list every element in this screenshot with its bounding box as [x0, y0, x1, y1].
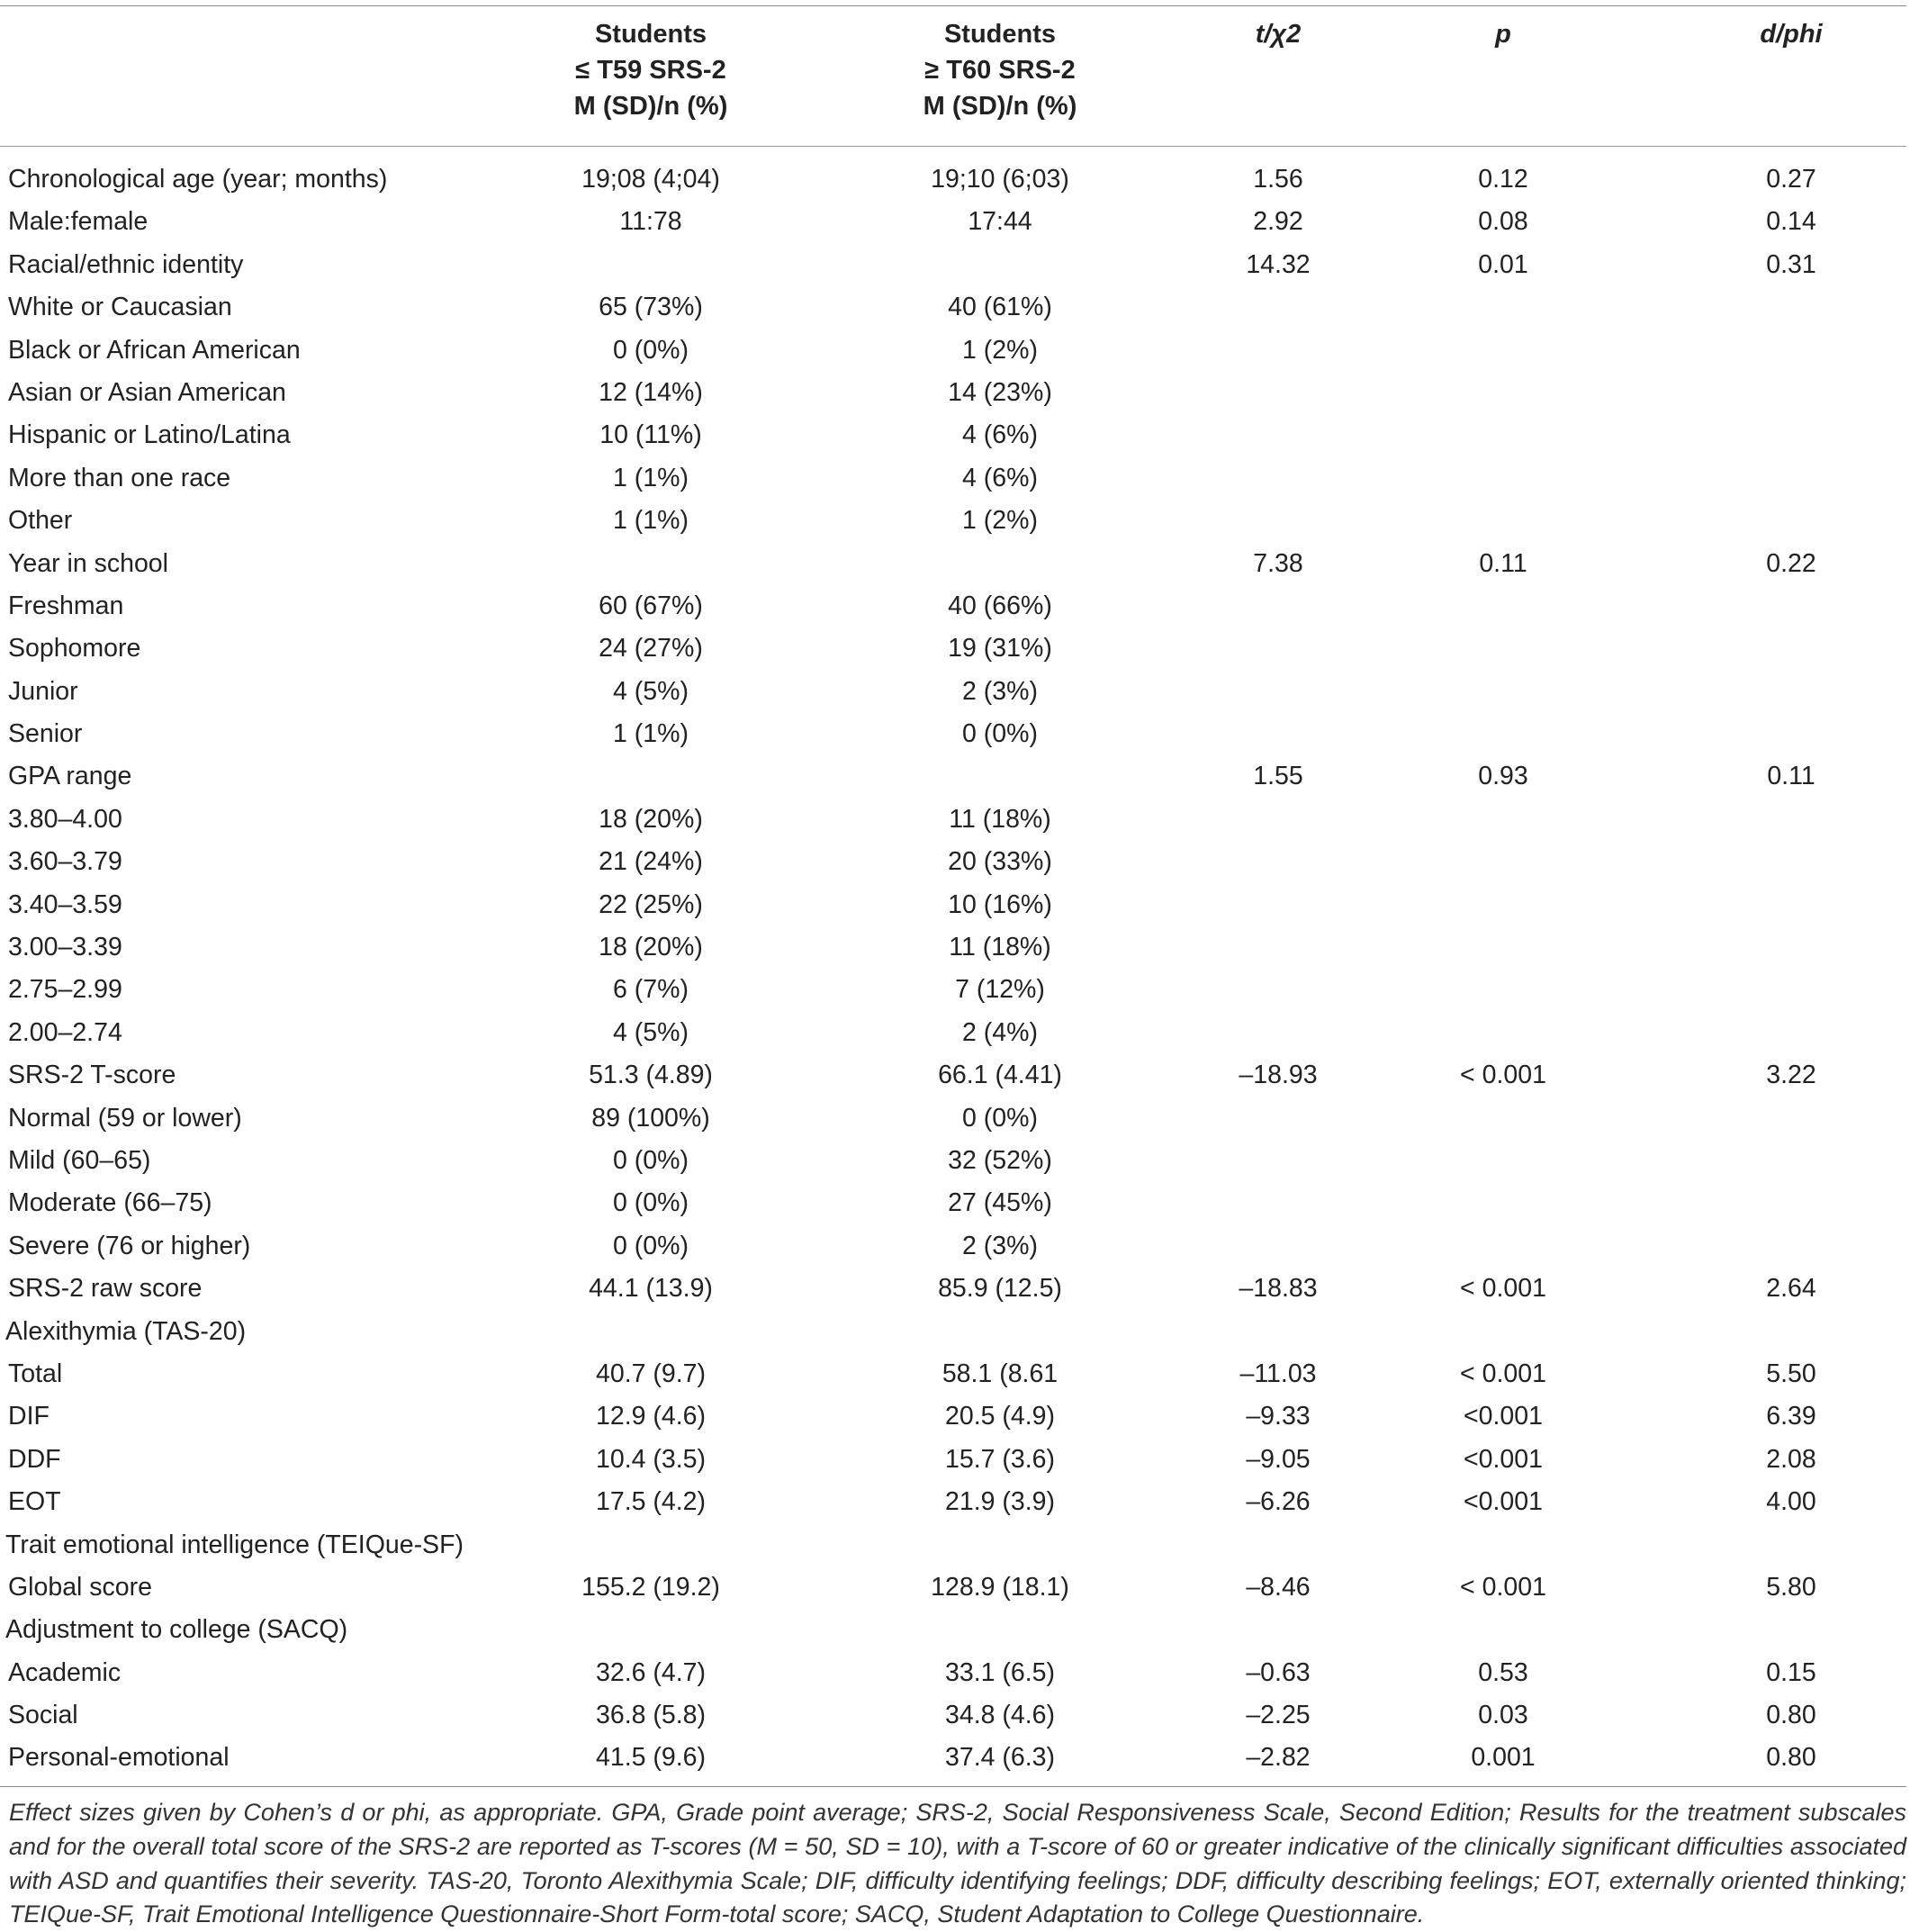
cell-group1: 18 (20%) — [599, 804, 703, 834]
cell-group1: 36.8 (5.8) — [596, 1701, 706, 1730]
table-row — [0, 884, 1910, 926]
cell-group1: 10 (11%) — [599, 420, 702, 450]
cell-group2: 40 (61%) — [948, 293, 1052, 322]
cell-p-value: <0.001 — [1464, 1487, 1543, 1517]
cell-group2: 37.4 (6.3) — [945, 1743, 1055, 1773]
cell-effect-size: 5.80 — [1766, 1572, 1816, 1602]
cell-effect-size: 5.50 — [1766, 1359, 1816, 1388]
cell-group1: 12 (14%) — [599, 377, 703, 407]
header-p-label: p — [1495, 20, 1511, 49]
header-group2-line3: M (SD)/n (%) — [923, 92, 1077, 121]
row-label: Year in school — [8, 548, 168, 578]
cell-group1: 89 (100%) — [591, 1103, 710, 1133]
header-rule — [0, 146, 1906, 147]
table-row — [0, 330, 1910, 372]
cell-p-value: 0.53 — [1478, 1657, 1528, 1687]
row-label: 3.00–3.39 — [8, 933, 122, 962]
row-label: Chronological age (year; months) — [8, 165, 388, 194]
header-p-value — [1413, 16, 1593, 52]
cell-group1: 0 (0%) — [613, 1231, 689, 1260]
table-row — [0, 627, 1910, 670]
row-label: 3.80–4.00 — [8, 804, 122, 834]
row-label: DDF — [8, 1444, 61, 1474]
cell-test-statistic: –2.82 — [1246, 1743, 1311, 1773]
header-group2-line1: Students — [943, 20, 1057, 49]
row-label: Hispanic or Latino/Latina — [8, 420, 291, 450]
cell-group2: 0 (0%) — [962, 1103, 1038, 1133]
row-label: Other — [8, 506, 73, 536]
cell-test-statistic: –6.26 — [1246, 1487, 1311, 1517]
cell-group2: 2 (3%) — [962, 676, 1038, 706]
cell-group2: 19 (31%) — [948, 634, 1052, 664]
row-label: Moderate (66–75) — [8, 1188, 212, 1218]
cell-group2: 0 (0%) — [962, 719, 1038, 749]
cell-group1: 41.5 (9.6) — [596, 1743, 706, 1773]
table-bottom-rule — [0, 1786, 1906, 1787]
cell-group2: 128.9 (18.1) — [931, 1572, 1069, 1602]
table-row — [0, 500, 1910, 542]
cell-test-statistic: 7.38 — [1253, 548, 1303, 578]
cell-effect-size: 0.27 — [1766, 165, 1816, 194]
cell-group2: 11 (18%) — [949, 933, 1051, 962]
cell-p-value: 0.08 — [1478, 207, 1528, 237]
header-effect-size — [1701, 16, 1881, 52]
table-row — [0, 1097, 1910, 1140]
table-row — [0, 1737, 1910, 1779]
cell-group1: 44.1 (13.9) — [589, 1274, 713, 1304]
header-effect-label: d/phi — [1760, 20, 1823, 49]
cell-group1: 6 (7%) — [613, 975, 689, 1005]
cell-group1: 11:78 — [619, 207, 682, 237]
row-label: 2.75–2.99 — [8, 975, 122, 1005]
cell-test-statistic: –0.63 — [1246, 1657, 1311, 1687]
cell-p-value: <0.001 — [1464, 1444, 1543, 1474]
cell-test-statistic: 1.55 — [1253, 762, 1303, 791]
cell-group2: 32 (52%) — [948, 1145, 1052, 1175]
cell-group2: 2 (3%) — [962, 1231, 1038, 1260]
cell-group2: 21.9 (3.9) — [945, 1487, 1055, 1517]
cell-effect-size: 0.11 — [1767, 762, 1815, 791]
table-row — [0, 1481, 1910, 1523]
table-row — [0, 457, 1910, 500]
cell-test-statistic: –18.83 — [1239, 1274, 1318, 1304]
table-row — [0, 543, 1910, 585]
table-row — [0, 1054, 1910, 1097]
cell-group2: 15.7 (3.6) — [945, 1444, 1055, 1474]
table-row — [0, 1566, 1910, 1609]
cell-group1: 0 (0%) — [613, 1145, 689, 1175]
cell-effect-size: 0.80 — [1766, 1701, 1816, 1730]
cell-p-value: <0.001 — [1464, 1402, 1543, 1431]
table-row — [0, 1524, 1910, 1566]
cell-group2: 14 (23%) — [948, 377, 1052, 407]
cell-group2: 1 (2%) — [962, 335, 1038, 365]
cell-group1: 4 (5%) — [613, 1017, 689, 1047]
table-row — [0, 969, 1910, 1011]
table-row — [0, 926, 1910, 969]
table-body — [0, 158, 1910, 1780]
header-group2 — [873, 16, 1127, 124]
cell-effect-size: 6.39 — [1766, 1402, 1816, 1431]
cell-effect-size: 0.14 — [1766, 207, 1816, 237]
row-label: 3.60–3.79 — [8, 847, 122, 877]
header-test-statistic-label: t/χ2 — [1255, 20, 1302, 49]
cell-group1: 40.7 (9.7) — [596, 1359, 706, 1388]
cell-group1: 1 (1%) — [613, 719, 689, 749]
cell-group1: 22 (25%) — [599, 889, 703, 919]
row-label: Freshman — [8, 591, 124, 620]
cell-group2: 7 (12%) — [955, 975, 1045, 1005]
cell-effect-size: 4.00 — [1766, 1487, 1816, 1517]
table-footnote: Effect sizes given by Cohen’s d or phi, as appropriate. GPA, Grade point average; SRS-2, Social Responsiveness Scale, Second Edition; Results for the treatment subscales and for the overall total score of the SRS-2 are reported as T-scores (M = 50, SD = 10), with a T-score of 60 or greater indicative of the clinically significant difficulties associated with ASD and quantifies their severity. TAS-20, Toronto Alexithymia Scale; DIF, difficulty identifying feelings; DDF, difficulty describing feelings; EOT, externally oriented thinking; TEIQue-SF, Trait Emotional Intelligence Questionnaire-Short Form-total score; SACQ, Student Adaptation to College Questionnaire. — [9, 1799, 1906, 1928]
table-row — [0, 414, 1910, 456]
cell-group2: 4 (6%) — [962, 420, 1038, 450]
cell-test-statistic: –11.03 — [1239, 1359, 1317, 1388]
cell-group2: 33.1 (6.5) — [945, 1657, 1055, 1687]
cell-test-statistic: 2.92 — [1253, 207, 1303, 237]
table-row — [0, 1609, 1910, 1651]
cell-test-statistic: –8.46 — [1246, 1572, 1311, 1602]
cell-test-statistic: –2.25 — [1246, 1701, 1311, 1730]
cell-group2: 19;10 (6;03) — [931, 165, 1069, 194]
row-label: Senior — [8, 719, 83, 749]
header-group1-line1: Students — [594, 20, 707, 49]
row-label: SRS-2 raw score — [8, 1274, 203, 1304]
cell-group2: 2 (4%) — [962, 1017, 1038, 1047]
cell-group1: 51.3 (4.89) — [589, 1061, 713, 1090]
cell-group1: 155.2 (19.2) — [581, 1572, 720, 1602]
table-top-rule — [0, 5, 1906, 6]
row-label: More than one race — [8, 463, 231, 492]
row-label: Male:female — [8, 207, 149, 237]
row-label: Adjustment to college (SACQ) — [5, 1615, 348, 1645]
cell-group1: 19;08 (4;04) — [581, 165, 720, 194]
row-label: Social — [8, 1701, 78, 1730]
table-row — [0, 286, 1910, 329]
header-group1 — [524, 16, 778, 124]
cell-group1: 65 (73%) — [599, 293, 703, 322]
table-row — [0, 755, 1910, 798]
cell-test-statistic: 14.32 — [1246, 249, 1311, 279]
cell-group2: 85.9 (12.5) — [938, 1274, 1062, 1304]
row-label: Trait emotional intelligence (TEIQue-SF) — [5, 1530, 464, 1559]
row-label: Academic — [8, 1657, 122, 1687]
cell-effect-size: 0.31 — [1766, 249, 1816, 279]
cell-p-value: < 0.001 — [1460, 1274, 1546, 1304]
cell-p-value: < 0.001 — [1460, 1359, 1546, 1388]
row-label: 2.00–2.74 — [8, 1017, 122, 1047]
cell-p-value: < 0.001 — [1460, 1572, 1546, 1602]
table-row — [0, 1439, 1910, 1481]
cell-p-value: 0.01 — [1478, 249, 1528, 279]
cell-effect-size: 0.22 — [1766, 548, 1816, 578]
row-label: Sophomore — [8, 634, 141, 664]
cell-group2: 34.8 (4.6) — [945, 1701, 1055, 1730]
cell-test-statistic: –9.33 — [1246, 1402, 1311, 1431]
table-row — [0, 1182, 1910, 1224]
cell-group2: 66.1 (4.41) — [938, 1061, 1062, 1090]
header-group2-line2: ≥ T60 SRS-2 — [924, 56, 1076, 85]
cell-group1: 4 (5%) — [613, 676, 689, 706]
header-group1-line3: M (SD)/n (%) — [573, 92, 728, 121]
cell-test-statistic: 1.56 — [1253, 165, 1303, 194]
cell-group2: 40 (66%) — [948, 591, 1052, 620]
cell-p-value: < 0.001 — [1460, 1061, 1546, 1090]
cell-p-value: 0.12 — [1478, 165, 1528, 194]
cell-effect-size: 0.15 — [1766, 1657, 1816, 1687]
cell-effect-size: 2.64 — [1766, 1274, 1816, 1304]
cell-group1: 17.5 (4.2) — [596, 1487, 706, 1517]
cell-effect-size: 0.80 — [1766, 1743, 1816, 1773]
row-label: SRS-2 T-score — [8, 1061, 176, 1090]
cell-group1: 1 (1%) — [613, 506, 689, 536]
row-label: White or Caucasian — [8, 293, 232, 322]
cell-group1: 18 (20%) — [599, 933, 703, 962]
row-label: GPA range — [8, 762, 132, 791]
table-row — [0, 1694, 1910, 1737]
cell-test-statistic: –9.05 — [1246, 1444, 1311, 1474]
header-test-statistic — [1188, 16, 1368, 52]
cell-group1: 21 (24%) — [599, 847, 703, 877]
table-row — [0, 841, 1910, 883]
cell-p-value: 0.11 — [1479, 548, 1527, 578]
row-label: EOT — [8, 1487, 61, 1517]
row-label: Alexithymia (TAS-20) — [5, 1316, 247, 1346]
cell-effect-size: 3.22 — [1766, 1061, 1816, 1090]
row-label: 3.40–3.59 — [8, 889, 122, 919]
cell-p-value: 0.001 — [1471, 1743, 1536, 1773]
cell-group2: 11 (18%) — [949, 804, 1051, 834]
row-label: Severe (76 or higher) — [8, 1231, 251, 1260]
table-row — [0, 713, 1910, 755]
row-label: Black or African American — [8, 335, 301, 365]
table-row — [0, 1012, 1910, 1054]
cell-group1: 1 (1%) — [613, 463, 689, 492]
cell-group2: 20 (33%) — [948, 847, 1052, 877]
row-label: Global score — [8, 1572, 152, 1602]
cell-group2: 17:44 — [968, 207, 1032, 237]
row-label: Asian or Asian American — [8, 377, 286, 407]
table-row — [0, 372, 1910, 414]
row-label: Racial/ethnic identity — [8, 249, 244, 279]
table-row — [0, 1395, 1910, 1438]
table-row — [0, 1225, 1910, 1268]
table-row — [0, 158, 1910, 201]
cell-group2: 10 (16%) — [948, 889, 1052, 919]
cell-group1: 60 (67%) — [599, 591, 703, 620]
table-row — [0, 1652, 1910, 1694]
table-row — [0, 1268, 1910, 1310]
cell-group1: 12.9 (4.6) — [596, 1402, 706, 1431]
cell-group1: 24 (27%) — [599, 634, 703, 664]
cell-p-value: 0.93 — [1478, 762, 1528, 791]
table-row — [0, 201, 1910, 243]
cell-group2: 4 (6%) — [962, 463, 1038, 492]
cell-group2: 1 (2%) — [962, 506, 1038, 536]
cell-p-value: 0.03 — [1478, 1701, 1528, 1730]
cell-group1: 10.4 (3.5) — [596, 1444, 706, 1474]
table-row — [0, 1353, 1910, 1395]
row-label: DIF — [8, 1402, 50, 1431]
row-label: Normal (59 or lower) — [8, 1103, 242, 1133]
header-group1-line2: ≤ T59 SRS-2 — [575, 56, 726, 85]
cell-group2: 27 (45%) — [948, 1188, 1052, 1218]
cell-group2: 20.5 (4.9) — [945, 1402, 1055, 1431]
cell-group1: 0 (0%) — [613, 335, 689, 365]
cell-group1: 32.6 (4.7) — [596, 1657, 706, 1687]
cell-group2: 58.1 (8.61 — [941, 1359, 1059, 1388]
table-row — [0, 1140, 1910, 1182]
table-row — [0, 244, 1910, 286]
row-label: Total — [8, 1359, 63, 1388]
cell-effect-size: 2.08 — [1766, 1444, 1816, 1474]
cell-test-statistic: –18.93 — [1239, 1061, 1318, 1090]
table-row — [0, 799, 1910, 841]
cell-group1: 0 (0%) — [613, 1188, 689, 1218]
row-label: Personal-emotional — [8, 1743, 230, 1773]
row-label: Mild (60–65) — [8, 1145, 151, 1175]
table-row — [0, 671, 1910, 713]
row-label: Junior — [8, 676, 78, 706]
table-row — [0, 585, 1910, 627]
table-row — [0, 1311, 1910, 1353]
